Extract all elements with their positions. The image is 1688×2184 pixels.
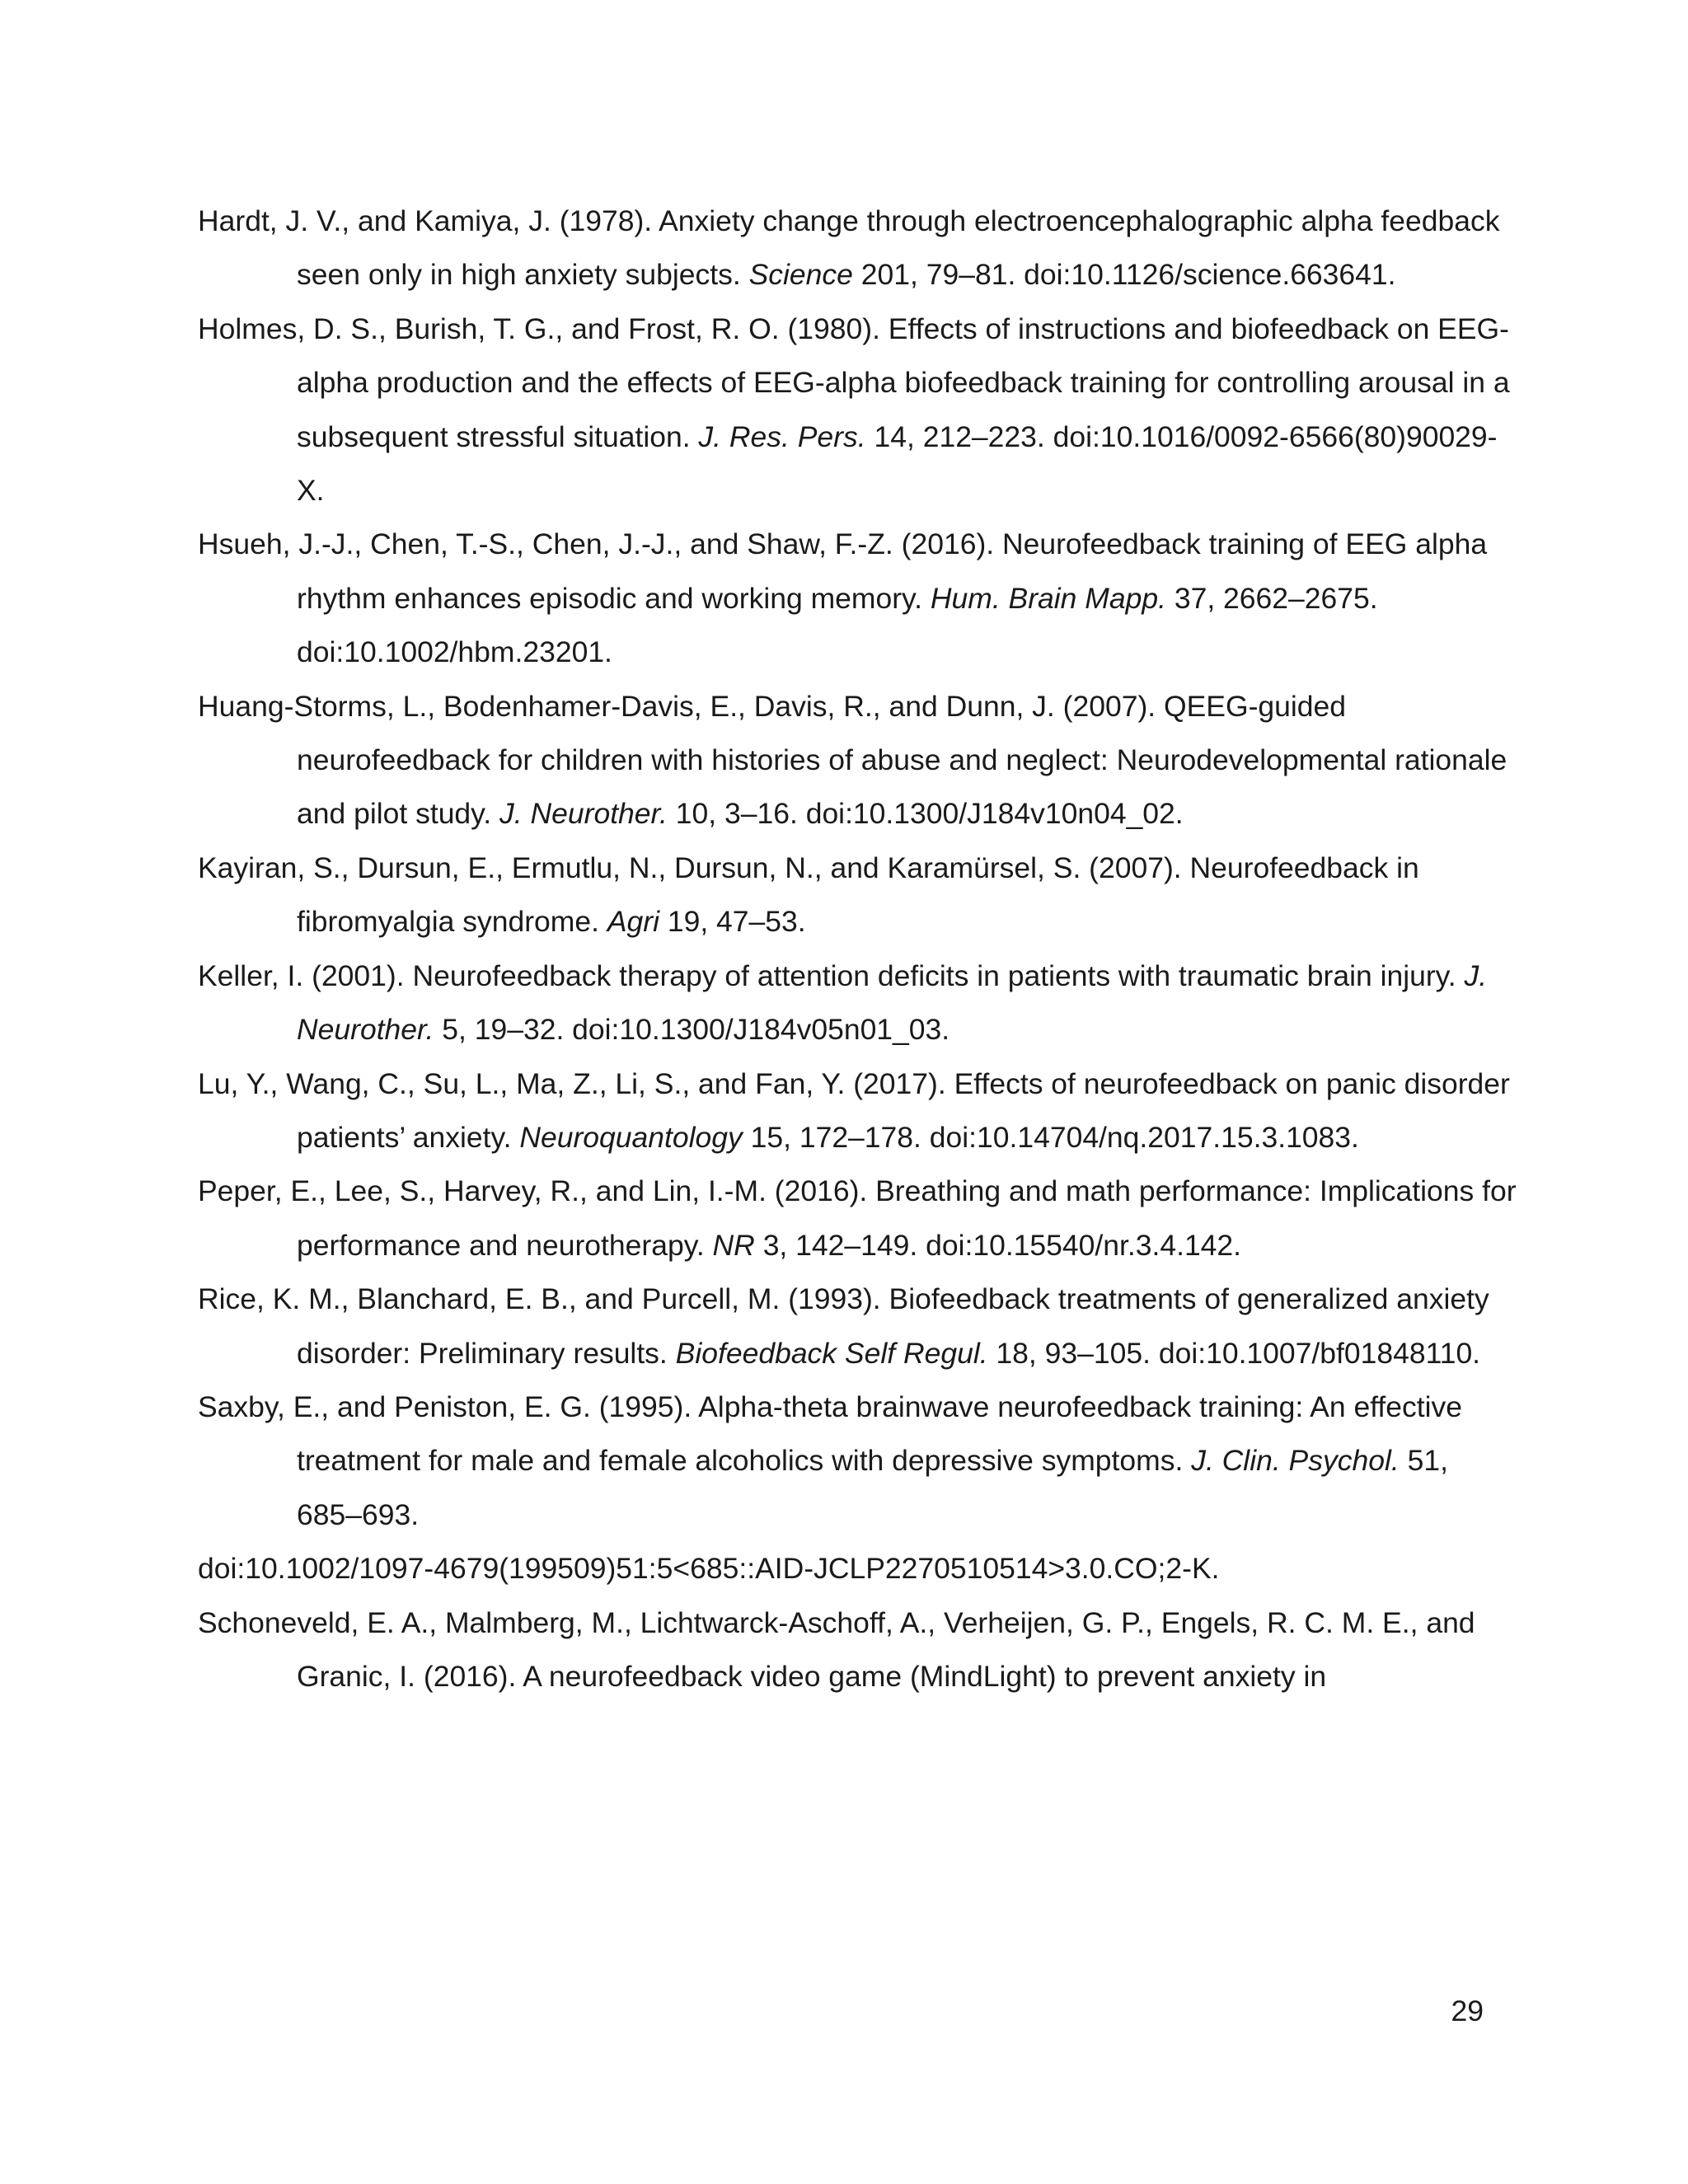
journal-name: NR — [712, 1228, 755, 1262]
reference-entry-peper — [198, 1165, 1517, 1272]
journal-name: Biofeedback Self Regul. — [675, 1336, 988, 1370]
reference-doi: doi:10.1002/1097-4679(199509)51:5<685::AID-JCLP2270510514>3.0.CO;2-K. — [198, 1552, 1220, 1586]
reference-text: 201, 79–81. doi:10.1126/science.663641. — [852, 258, 1396, 292]
reference-text: Peper, E., Lee, S., Harvey, R., and Lin, I.-M. (2016). Breathing and math performance: Implications for performance and neurotherapy. — [198, 1174, 1517, 1262]
reference-text: 10, 3–16. doi:10.1300/J184v10n04_02. — [667, 797, 1184, 831]
reference-text: Lu, Y., Wang, C., Su, L., Ma, Z., Li, S., and Fan, Y. (2017). Effects of neurofeedback on panic disorder patients’ anxiety. — [198, 1066, 1510, 1154]
reference-text: 3, 142–149. doi:10.15540/nr.3.4.142. — [754, 1228, 1242, 1262]
reference-text: Rice, K. M., Blanchard, E. B., and Purcell, M. (1993). Biofeedback treatments of generalized anxiety disorder: Preliminary results. — [198, 1282, 1489, 1370]
journal-name: J. Neurother. — [499, 797, 668, 831]
reference-entry-schoneveld — [198, 1596, 1517, 1704]
reference-text: 18, 93–105. doi:10.1007/bf01848110. — [987, 1336, 1481, 1370]
reference-entry-hardt — [198, 194, 1517, 302]
reference-text: Keller, I. (2001). Neurofeedback therapy of attention deficits in patients with traumatic brain injury. — [198, 958, 1465, 992]
reference-text: 37, 2662–2675. doi:10.1002/hbm.23201. — [297, 581, 1378, 669]
reference-entry-lu — [198, 1057, 1517, 1165]
reference-text: Schoneveld, E. A., Malmberg, M., Lichtwarck-Aschoff, A., Verheijen, G. P., Engels, R. C. M. E., and Granic, I. (2016). A neurofeedback video game (MindLight) to prevent anxiety in — [198, 1605, 1475, 1693]
reference-text: Holmes, D. S., Burish, T. G., and Frost, R. O. (1980). Effects of instructions and biofeedback on EEG-alpha production and the effects of EEG-alpha biofeedback training for controlling arousal in a subsequent stressful situation. — [198, 312, 1510, 453]
reference-entry-holmes — [198, 302, 1517, 518]
reference-text: Saxby, E., and Peniston, E. G. (1995). Alpha-theta brainwave neurofeedback training: An effective treatment for male and female alcoholics with depressive symptoms. — [198, 1390, 1463, 1478]
reference-entry-hsueh — [198, 518, 1517, 679]
reference-list — [198, 194, 1517, 1704]
page-number: 29 — [1451, 1994, 1484, 2027]
journal-name: J. Res. Pers. — [698, 419, 866, 453]
journal-name: Science — [748, 258, 853, 292]
journal-name: Hum. Brain Mapp. — [930, 581, 1166, 615]
reference-text: 51, 685–693. — [297, 1444, 1448, 1531]
reference-entry-kayiran — [198, 841, 1517, 949]
reference-entry-saxby — [198, 1380, 1517, 1596]
reference-text: 5, 19–32. doi:10.1300/J184v05n01_03. — [434, 1013, 950, 1047]
reference-text: Hsueh, J.-J., Chen, T.-S., Chen, J.-J., and Shaw, F.-Z. (2016). Neurofeedback training of EEG alpha rhythm enhances episodic and working memory. — [198, 527, 1488, 615]
reference-text: Huang-Storms, L., Bodenhamer-Davis, E., Davis, R., and Dunn, J. (2007). QEEG-guided neurofeedback for children with histories of abuse and neglect: Neurodevelopmental rationale and pilot study. — [198, 689, 1507, 831]
reference-entry-keller — [198, 949, 1517, 1057]
reference-text: 14, 212–223. doi:10.1016/0092-6566(80)90029-X. — [297, 419, 1498, 508]
reference-entry-huang-storms — [198, 680, 1517, 841]
journal-name: J. Clin. Psychol. — [1191, 1444, 1400, 1478]
journal-name: Neuroquantology — [519, 1120, 743, 1154]
reference-text: Kayiran, S., Dursun, E., Ermutlu, N., Dursun, N., and Karamürsel, S. (2007). Neurofeedback in fibromyalgia syndrome. — [198, 851, 1419, 939]
journal-name: J. Neurother. — [297, 958, 1488, 1047]
reference-text: Hardt, J. V., and Kamiya, J. (1978). Anxiety change through electroencephalographic alpha feedback seen only in high anxiety subjects. — [198, 204, 1500, 292]
journal-name: Agri — [607, 905, 659, 939]
reference-text: 19, 47–53. — [659, 905, 806, 939]
reference-entry-rice — [198, 1272, 1517, 1380]
reference-text: 15, 172–178. doi:10.14704/nq.2017.15.3.1083. — [742, 1120, 1359, 1154]
